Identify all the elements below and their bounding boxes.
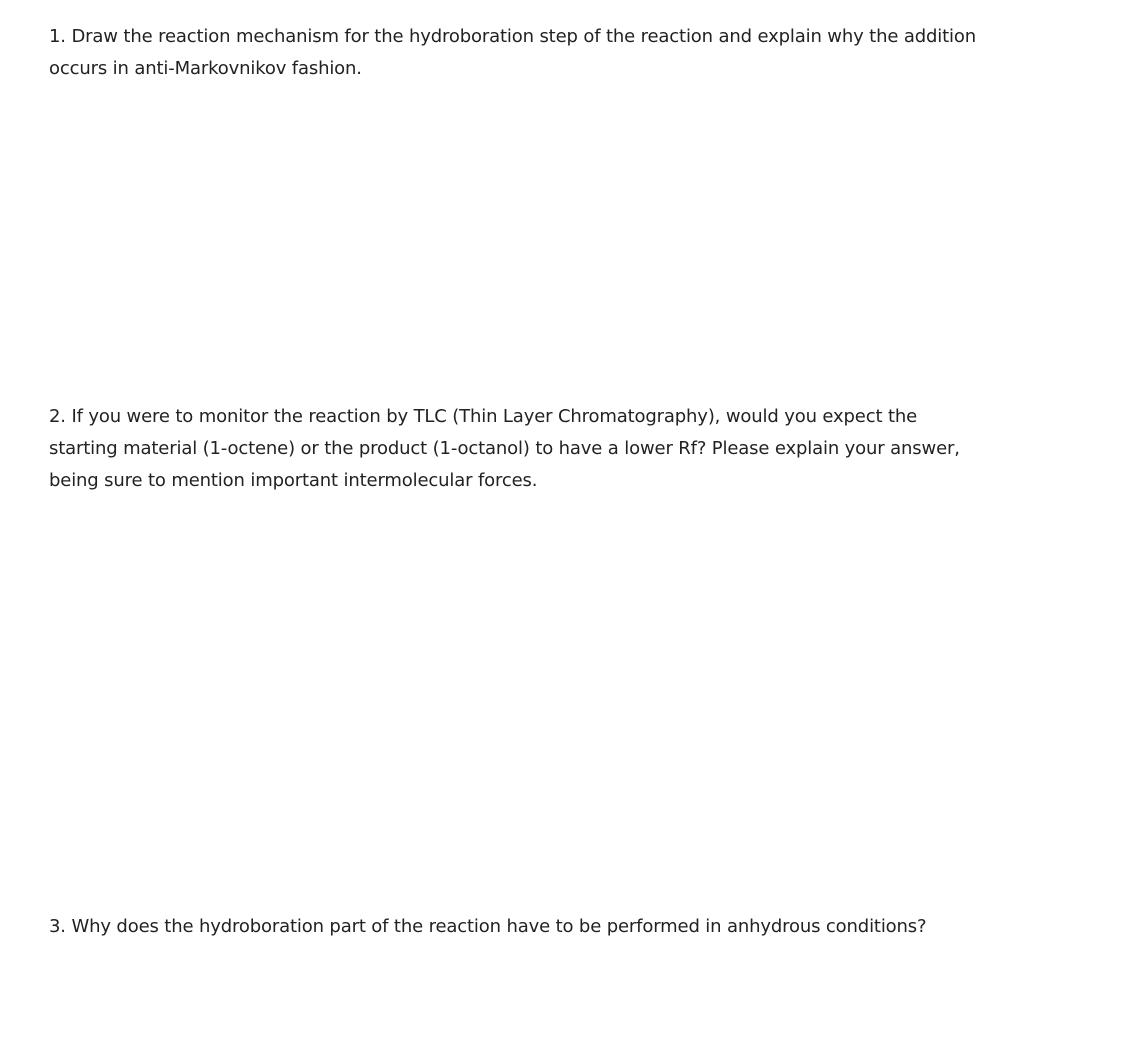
question-3-line-1: 3. Why does the hydroboration part of the reaction have to be performed in anhydrous conditions? [49,916,927,937]
question-2-line-3: being sure to mention important intermolecular forces. [49,470,538,491]
question-1 [49,21,1089,85]
question-2-line-1: 2. If you were to monitor the reaction by TLC (Thin Layer Chromatography), would you expect the [49,406,918,427]
question-2 [49,401,1089,497]
question-2-line-2: starting material (1-octene) or the product (1-octanol) to have a lower Rf? Please explain your answer, [49,438,960,459]
question-1-line-2: occurs in anti-Markovnikov fashion. [49,58,362,79]
question-3 [49,911,1089,943]
question-1-line-1: 1. Draw the reaction mechanism for the hydroboration step of the reaction and explain why the addition [49,26,977,47]
